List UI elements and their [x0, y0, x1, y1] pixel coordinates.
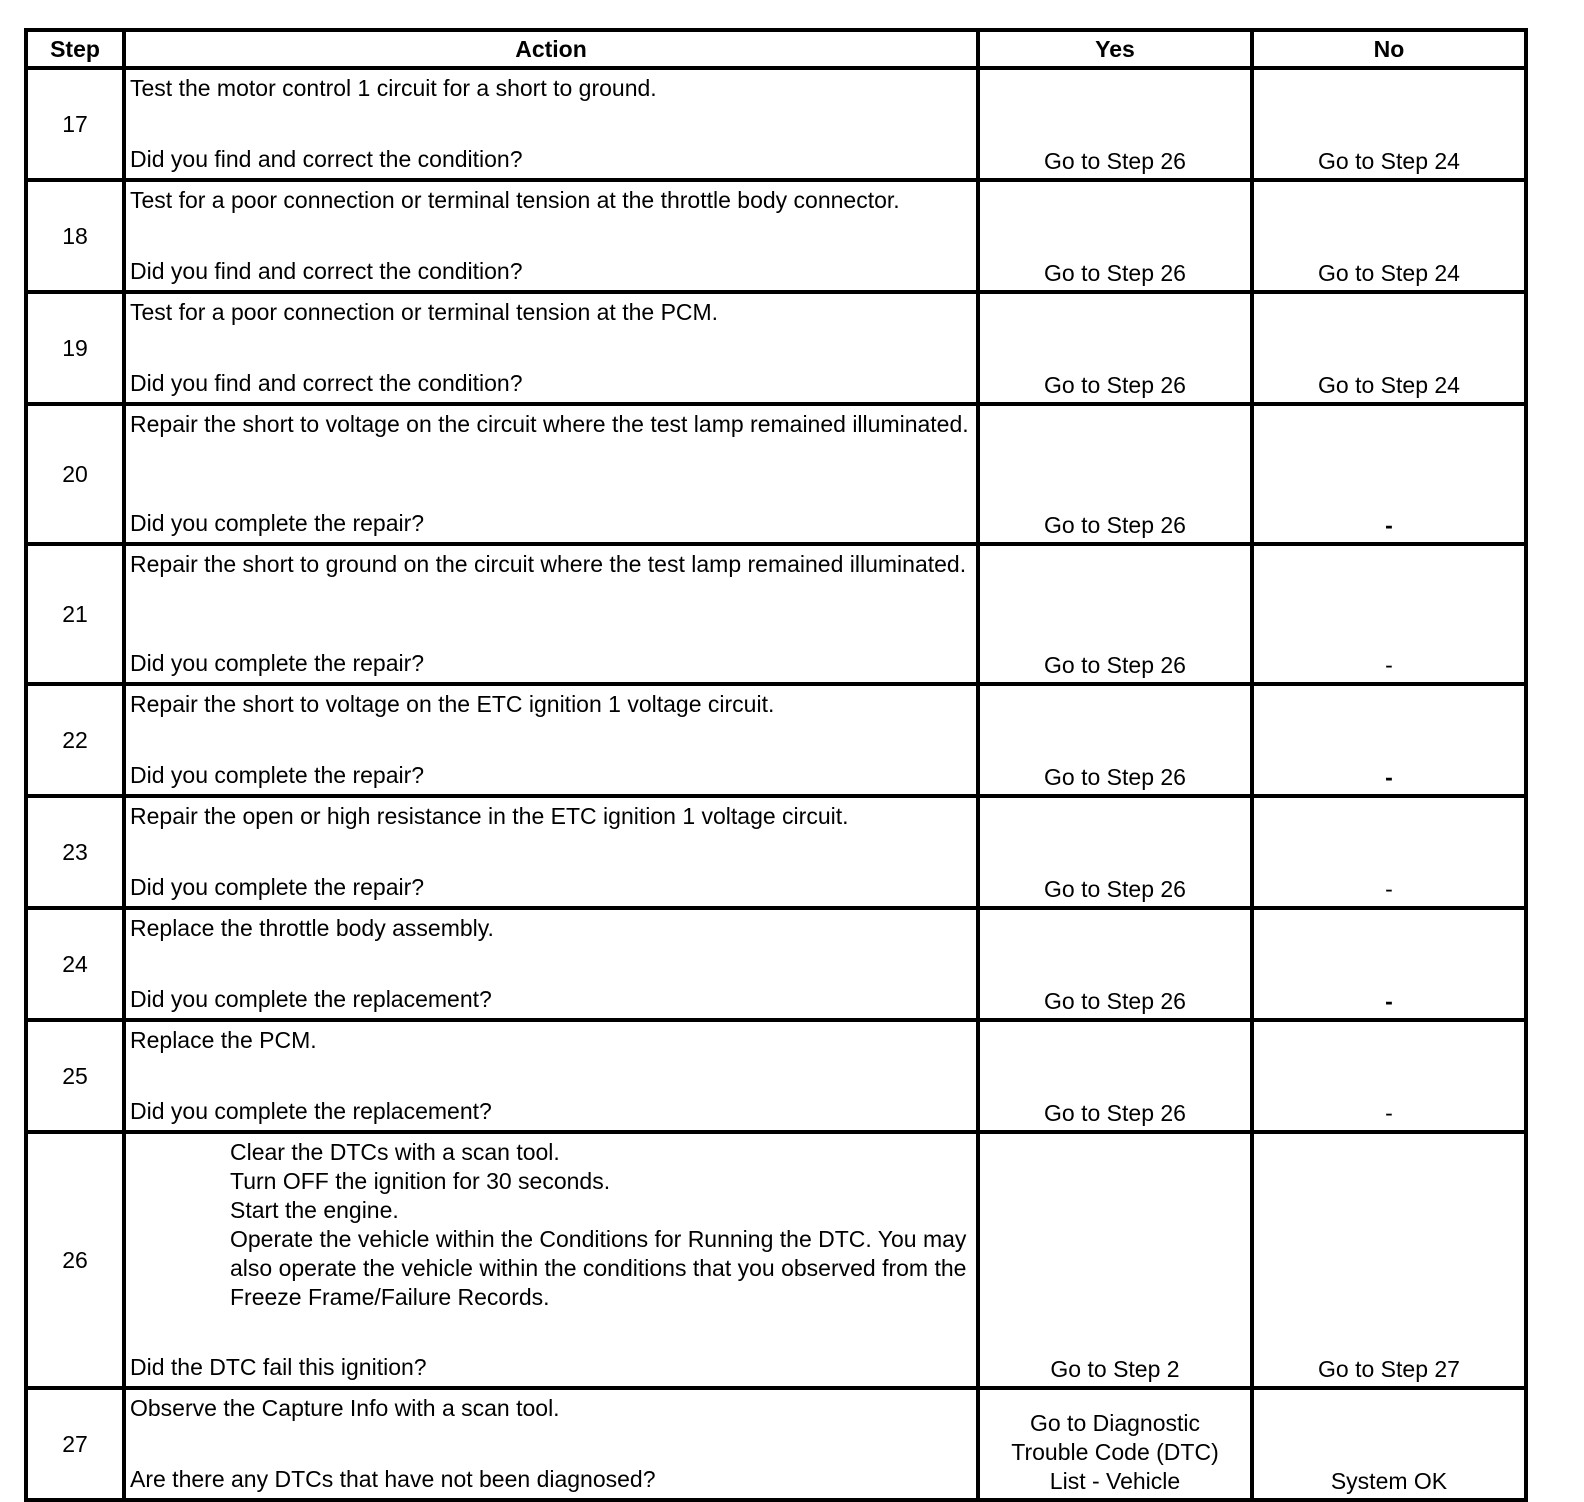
- action-cell: [124, 908, 978, 1020]
- table-row: [26, 68, 1526, 180]
- action-question: Did you complete the repair?: [130, 762, 425, 788]
- action-text: Test the motor control 1 circuit for a short to ground.: [130, 75, 657, 101]
- diagnostic-steps-table: [24, 28, 1528, 1502]
- table-row: [26, 180, 1526, 292]
- yes-cell: Go to Step 26: [978, 684, 1252, 796]
- action-cell: [124, 292, 978, 404]
- action-question: Did you find and correct the condition?: [130, 370, 523, 396]
- action-question: Did you complete the replacement?: [130, 1098, 492, 1124]
- action-text: Replace the PCM.: [130, 1027, 317, 1053]
- action-cell: [124, 1020, 978, 1132]
- diagnostic-table-container: [24, 28, 1524, 1502]
- list-item: Start the engine.: [230, 1197, 399, 1223]
- yes-cell: Go to Step 26: [978, 1020, 1252, 1132]
- action-text: Repair the short to voltage on the circuit where the test lamp remained illuminated.: [130, 411, 969, 437]
- action-question: Did the DTC fail this ignition?: [130, 1354, 427, 1380]
- action-text: Test for a poor connection or terminal tension at the throttle body connector.: [130, 187, 900, 213]
- action-question: Did you complete the replacement?: [130, 986, 492, 1012]
- list-item: Operate the vehicle within the Conditions for Running the DTC. You may also operate the vehicle within the conditions that you observed from the Freeze Frame/Failure Records.: [230, 1226, 967, 1310]
- table-header-row: [26, 30, 1526, 68]
- step-number: 21: [26, 544, 124, 684]
- step-number: 19: [26, 292, 124, 404]
- action-question: Did you complete the repair?: [130, 510, 425, 536]
- yes-cell: Go to Diagnostic Trouble Code (DTC) List - Vehicle: [978, 1388, 1252, 1500]
- header-yes: Yes: [978, 30, 1252, 68]
- action-cell: [124, 1388, 978, 1500]
- yes-cell: Go to Step 26: [978, 796, 1252, 908]
- no-cell: Go to Step 24: [1252, 292, 1526, 404]
- action-cell: [124, 68, 978, 180]
- yes-cell: Go to Step 26: [978, 908, 1252, 1020]
- action-text: Repair the short to ground on the circuit where the test lamp remained illuminated.: [130, 551, 967, 577]
- yes-cell: Go to Step 2: [978, 1132, 1252, 1388]
- yes-cell: Go to Step 26: [978, 292, 1252, 404]
- table-row: [26, 404, 1526, 544]
- yes-cell: Go to Step 26: [978, 544, 1252, 684]
- action-cell: [124, 544, 978, 684]
- yes-cell: Go to Step 26: [978, 404, 1252, 544]
- action-text: Replace the throttle body assembly.: [130, 915, 494, 941]
- action-text: Repair the open or high resistance in the ETC ignition 1 voltage circuit.: [130, 803, 849, 829]
- action-steps-list: [130, 1138, 972, 1312]
- action-question: Did you complete the repair?: [130, 874, 425, 900]
- no-cell: -: [1252, 544, 1526, 684]
- yes-cell: Go to Step 26: [978, 180, 1252, 292]
- no-cell: -: [1252, 908, 1526, 1020]
- header-no: No: [1252, 30, 1526, 68]
- table-row: [26, 908, 1526, 1020]
- step-number: 26: [26, 1132, 124, 1388]
- table-row: [26, 684, 1526, 796]
- table-row: [26, 292, 1526, 404]
- action-text: Repair the short to voltage on the ETC ignition 1 voltage circuit.: [130, 691, 775, 717]
- step-number: 27: [26, 1388, 124, 1500]
- no-cell: -: [1252, 404, 1526, 544]
- action-question: Did you complete the repair?: [130, 650, 425, 676]
- table-row: [26, 1132, 1526, 1388]
- table-row: [26, 796, 1526, 908]
- no-cell: -: [1252, 684, 1526, 796]
- action-cell: [124, 404, 978, 544]
- table-row: [26, 1020, 1526, 1132]
- step-number: 25: [26, 1020, 124, 1132]
- action-cell: [124, 796, 978, 908]
- header-step: Step: [26, 30, 124, 68]
- action-cell: [124, 180, 978, 292]
- no-cell: Go to Step 27: [1252, 1132, 1526, 1388]
- action-question: Are there any DTCs that have not been diagnosed?: [130, 1466, 656, 1492]
- action-text: Observe the Capture Info with a scan tool.: [130, 1395, 560, 1421]
- no-cell: Go to Step 24: [1252, 180, 1526, 292]
- step-number: 22: [26, 684, 124, 796]
- table-row: [26, 1388, 1526, 1500]
- yes-cell: Go to Step 26: [978, 68, 1252, 180]
- list-item: Clear the DTCs with a scan tool.: [230, 1139, 560, 1165]
- table-row: [26, 544, 1526, 684]
- header-action: Action: [124, 30, 978, 68]
- step-number: 18: [26, 180, 124, 292]
- action-question: Did you find and correct the condition?: [130, 146, 523, 172]
- step-number: 23: [26, 796, 124, 908]
- action-cell: [124, 684, 978, 796]
- no-cell: -: [1252, 796, 1526, 908]
- step-number: 24: [26, 908, 124, 1020]
- action-cell: [124, 1132, 978, 1388]
- no-cell: Go to Step 24: [1252, 68, 1526, 180]
- list-item: Turn OFF the ignition for 30 seconds.: [230, 1168, 611, 1194]
- no-cell: System OK: [1252, 1388, 1526, 1500]
- action-question: Did you find and correct the condition?: [130, 258, 523, 284]
- step-number: 20: [26, 404, 124, 544]
- no-cell: -: [1252, 1020, 1526, 1132]
- action-text: Test for a poor connection or terminal tension at the PCM.: [130, 299, 719, 325]
- step-number: 17: [26, 68, 124, 180]
